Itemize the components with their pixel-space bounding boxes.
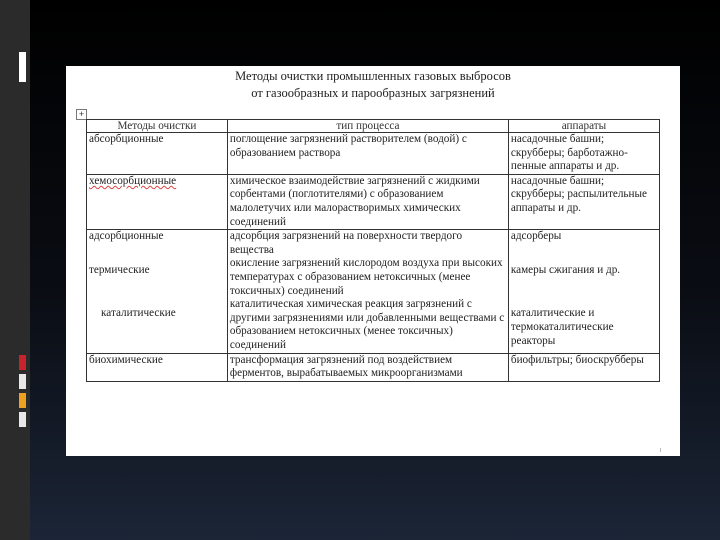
cell-method-group bbox=[87, 230, 228, 353]
table-row-group bbox=[87, 230, 660, 353]
cell-method-sub: каталитические bbox=[101, 307, 176, 320]
cell-apparatus-sub: каталитические и термокаталитические реакторы bbox=[510, 307, 614, 347]
cell-process-sub: окисление загрязнений кислородом воздуха при высоких температурах с образованием нетоксичных (менее токсичных) соединений bbox=[229, 257, 503, 297]
cell-apparatus: насадочные башни; скрубберы; барботажно-пенные аппараты и др. bbox=[508, 133, 659, 175]
slide-color-bars bbox=[19, 355, 26, 431]
page-tick-mark bbox=[660, 448, 661, 452]
cell-process: адсорбция загрязнений на поверхности твердого вещества bbox=[229, 230, 463, 256]
document-title: Методы очистки промышленных газовых выбросов от газообразных и парообразных загрязнений bbox=[235, 69, 511, 100]
table-row bbox=[87, 133, 660, 175]
cell-process: химическое взаимодействие загрязнений с жидкими сорбентами (поглотителями) с образованием малолетучих или малорастворимых химических соединений bbox=[227, 174, 508, 229]
cell-apparatus-group bbox=[508, 230, 659, 353]
cell-apparatus-sub: камеры сжигания и др. bbox=[510, 263, 621, 276]
cell-method: хемосорбционные bbox=[87, 174, 228, 229]
table-header-row bbox=[87, 120, 660, 133]
color-bar-red bbox=[19, 355, 26, 370]
header-method: Методы очистки bbox=[87, 120, 228, 133]
cell-apparatus: адсорберы bbox=[510, 230, 562, 243]
cell-apparatus: насадочные башни; скрубберы; распылительные аппараты и др. bbox=[508, 174, 659, 229]
header-process: тип процесса bbox=[227, 120, 508, 133]
cell-method: биохимические bbox=[87, 353, 228, 381]
table-row bbox=[87, 353, 660, 381]
table-expand-icon[interactable]: + bbox=[76, 109, 87, 120]
cell-process-group bbox=[227, 230, 508, 353]
table-row bbox=[87, 174, 660, 229]
cell-process: поглощение загрязнений растворителем (водой) с образованием раствора bbox=[227, 133, 508, 175]
header-apparatus: аппараты bbox=[508, 120, 659, 133]
cell-apparatus: биофильтры; биоскрубберы bbox=[508, 353, 659, 381]
cell-method: адсорбционные bbox=[89, 230, 164, 243]
methods-table bbox=[86, 119, 660, 382]
slide-accent-bar bbox=[19, 52, 26, 82]
cell-method: абсорбционные bbox=[87, 133, 228, 175]
color-bar-white-2 bbox=[19, 412, 26, 427]
document-page bbox=[66, 66, 680, 456]
color-bar-orange bbox=[19, 393, 26, 408]
color-bar-white bbox=[19, 374, 26, 389]
cell-process-sub: каталитическая химическая реакция загрязнений с другими загрязнениями или добавленными веществами с образованием нетоксичных (менее токсичных) соединений bbox=[229, 298, 505, 351]
cell-method-sub: термические bbox=[89, 263, 150, 276]
cell-process: трансформация загрязнений под воздействием ферментов, вырабатываемых микроорганизмами bbox=[227, 353, 508, 381]
